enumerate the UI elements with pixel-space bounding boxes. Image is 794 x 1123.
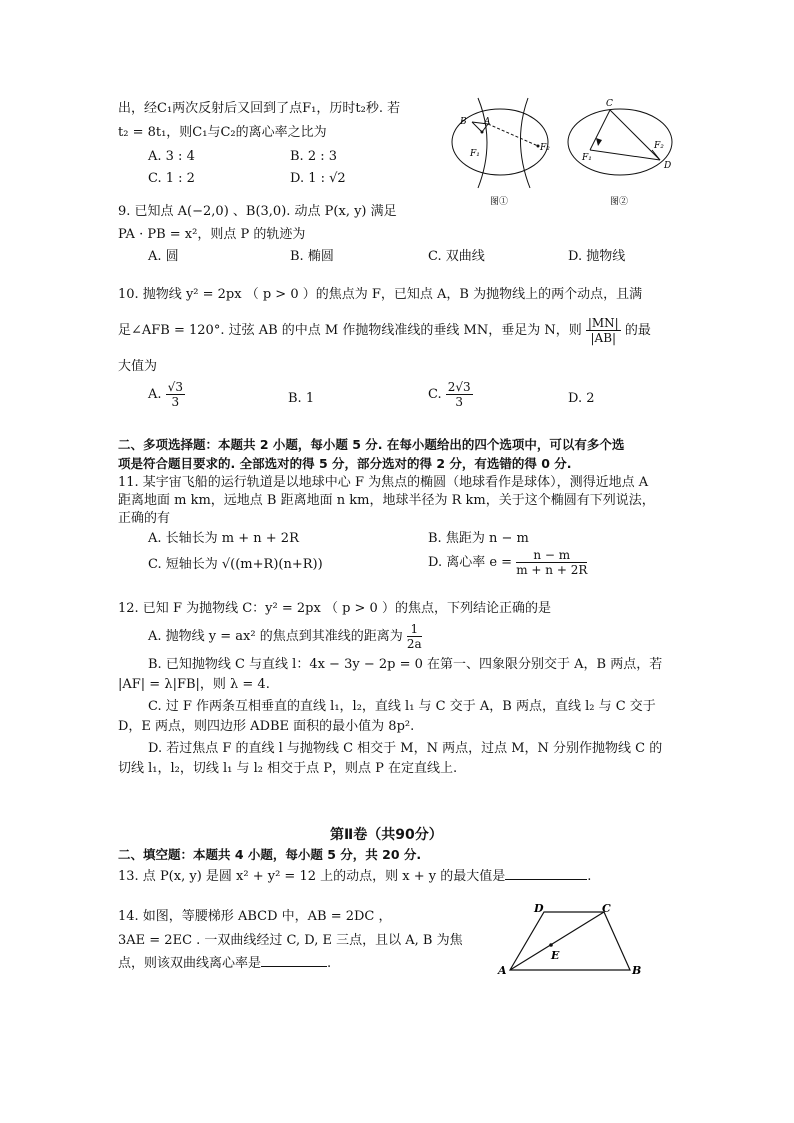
q12-option-b-line1: B. 已知抛物线 C 与直线 l：4x − 3y − 2p = 0 在第一、四象限分别交于 A，B 两点，若: [148, 657, 663, 672]
q12-option-d-line2: 切线 l₁，l₂，切线 l₁ 与 l₂ 相交于点 P，则点 P 在定直线上.: [118, 761, 458, 776]
q8-option-a: A. 3 : 4: [148, 149, 195, 164]
q11-option-d: [428, 548, 587, 577]
q8-fig1-point-f2: F₂: [540, 143, 550, 153]
q8-fig2-point-c: C: [606, 99, 613, 109]
q14-line2: 3AE = 2EC . 一双曲线经过 C, D, E 三点，且以 A, B 为焦: [118, 933, 463, 948]
q14-point-d: D: [534, 902, 544, 915]
q9-option-c: C. 双曲线: [428, 249, 485, 264]
q9-line2: PA · PB = x²，则点 P 的轨迹为: [118, 227, 306, 242]
q11-option-d-text: D. 离心率 e =: [428, 555, 513, 570]
q13-text: 13. 点 P(x, y) 是圆 x² + y² = 12 上的动点，则 x + y 的最大值是: [118, 869, 506, 884]
q10-line1: 10. 抛物线 y² = 2px （ p > 0 ）的焦点为 F，已知点 A，B 为抛物线上的两个动点，且满: [118, 287, 643, 302]
q10-line2-end: 的最: [624, 323, 651, 338]
q12-option-a-frac: [407, 622, 422, 651]
q10-option-c-frac: [446, 380, 473, 409]
q10-line2: [118, 316, 651, 345]
q11-line3: 正确的有: [118, 511, 171, 526]
q13-answer-blank[interactable]: [505, 879, 587, 880]
q8-fig2-label: 图②: [610, 197, 629, 207]
q10-option-a: [148, 380, 185, 409]
q8-figure: [448, 94, 688, 210]
q10-option-a-den: 3: [171, 395, 180, 409]
q14-point-c: C: [602, 902, 611, 915]
q10-option-c-den: 3: [455, 395, 464, 409]
q9-option-b: B. 椭圆: [290, 249, 334, 264]
q8-line2: t₂ = 8t₁，则C₁与C₂的离心率之比为: [118, 125, 327, 140]
q8-line1: 出，经C₁两次反射后又回到了点F₁，历时t₂秒. 若: [118, 101, 401, 116]
q12-option-a-text: A. 抛物线 y = ax² 的焦点到其准线的距离为: [148, 629, 403, 644]
q12-option-b-line2: |AF| = λ|FB|，则 λ = 4.: [118, 677, 270, 692]
q8-option-b: B. 2 : 3: [290, 149, 338, 164]
q10-ratio-den: |AB|: [590, 331, 617, 345]
q12-option-a-num: 1: [407, 622, 422, 637]
q12-option-c-line1: C. 过 F 作两条互相垂直的直线 l₁，l₂，直线 l₁ 与 C 交于 A，B 两点，直线 l₂ 与 C 交于: [148, 699, 656, 714]
q8-fig1-point-f1: F₁: [470, 149, 480, 159]
q8-fig2-point-f2: F₂: [654, 141, 664, 151]
q12-line1: 12. 已知 F 为抛物线 C：y² = 2px （ p > 0 ）的焦点，下列结论正确的是: [118, 601, 551, 616]
q10-ratio: [586, 316, 621, 345]
q10-option-c-label: C.: [428, 387, 442, 402]
q14-trapezoid-figure: [494, 900, 646, 980]
q9-line1: 9. 已知点 A(−2,0) 、B(3,0). 动点 P(x, y) 满足: [118, 204, 397, 219]
q9-option-a: A. 圆: [148, 249, 179, 264]
q10-option-b: B. 1: [288, 391, 315, 406]
q14-point-b: B: [632, 964, 642, 977]
section2-heading-line1: 二、多项选择题：本题共 2 小题，每小题 5 分. 在每小题给出的四个选项中，可以有多个选: [118, 437, 625, 452]
q14-line3: [118, 955, 331, 973]
q14-answer-blank[interactable]: [261, 966, 327, 967]
q10-line3: 大值为: [118, 359, 158, 374]
q10-option-a-num: √3: [167, 380, 183, 394]
q12-option-d-line1: D. 若过焦点 F 的直线 l 与抛物线 C 相交于 M，N 两点，过点 M，N 分别作抛物线 C 的: [148, 741, 663, 756]
q10-option-a-label: A.: [148, 387, 162, 402]
q13-end: .: [587, 869, 592, 884]
q11-option-a: A. 长轴长为 m + n + 2R: [148, 531, 299, 546]
q10-ratio-num: |MN|: [587, 316, 619, 330]
q10-option-d: D. 2: [568, 391, 595, 406]
q14-point-a: A: [498, 964, 507, 977]
q11-option-c: C. 短轴长为 √((m+R)(n+R)): [148, 557, 323, 572]
q14-line3-text: 点，则该双曲线离心率是: [118, 956, 262, 971]
q11-option-d-den: m + n + 2R: [516, 563, 588, 577]
q12-option-a-den: 2a: [406, 637, 422, 651]
q11-line2: 距离地面 m km，远地点 B 距离地面 n km，地球半径为 R km，关于这个椭圆有下列说法，: [118, 493, 655, 508]
q10-option-c-num: 2√3: [447, 380, 471, 394]
section2-heading-line2: 项是符合题目要求的. 全部选对的得 5 分，部分选对的得 2 分，有选错的得 0 分.: [118, 456, 572, 471]
q14-point-e: E: [551, 949, 560, 962]
q10-option-a-frac: [166, 380, 185, 409]
q8-fig1-label: 图①: [490, 197, 509, 207]
section3-heading: 二、填空题：本题共 4 小题，每小题 5 分，共 20 分.: [118, 847, 422, 862]
q8-fig1-point-a: A: [484, 117, 491, 127]
q8-fig1-point-b: B: [460, 117, 467, 127]
q13-line: [118, 868, 591, 886]
q9-option-d: D. 抛物线: [568, 249, 626, 264]
q14-end: .: [327, 956, 332, 971]
part2-title: 第Ⅱ卷（共90分）: [330, 827, 443, 843]
q8-option-c: C. 1 : 2: [148, 171, 195, 186]
q12-option-a: [148, 622, 422, 651]
q11-line1: 11. 某宇宙飞船的运行轨道是以地球中心 F 为焦点的椭圆（地球看作是球体），测得近地点 A: [118, 475, 649, 490]
q11-option-d-frac: [516, 548, 587, 577]
q8-option-d: D. 1 : √2: [290, 171, 346, 186]
q10-option-c: [428, 380, 473, 409]
q8-fig2-point-d: D: [664, 161, 672, 171]
q11-option-b: B. 焦距为 n − m: [428, 531, 529, 546]
q11-option-d-num: n − m: [516, 548, 587, 563]
q10-line2-text: 足∠AFB = 120°. 过弦 AB 的中点 M 作抛物线准线的垂线 MN，垂足为 N，则: [118, 323, 582, 338]
q14-line1: 14. 如图，等腰梯形 ABCD 中，AB = 2DC ，: [118, 909, 392, 924]
q12-option-c-line2: D，E 两点，则四边形 ADBE 面积的最小值为 8p².: [118, 719, 415, 734]
q8-fig2-point-f1: F₁: [582, 153, 592, 163]
